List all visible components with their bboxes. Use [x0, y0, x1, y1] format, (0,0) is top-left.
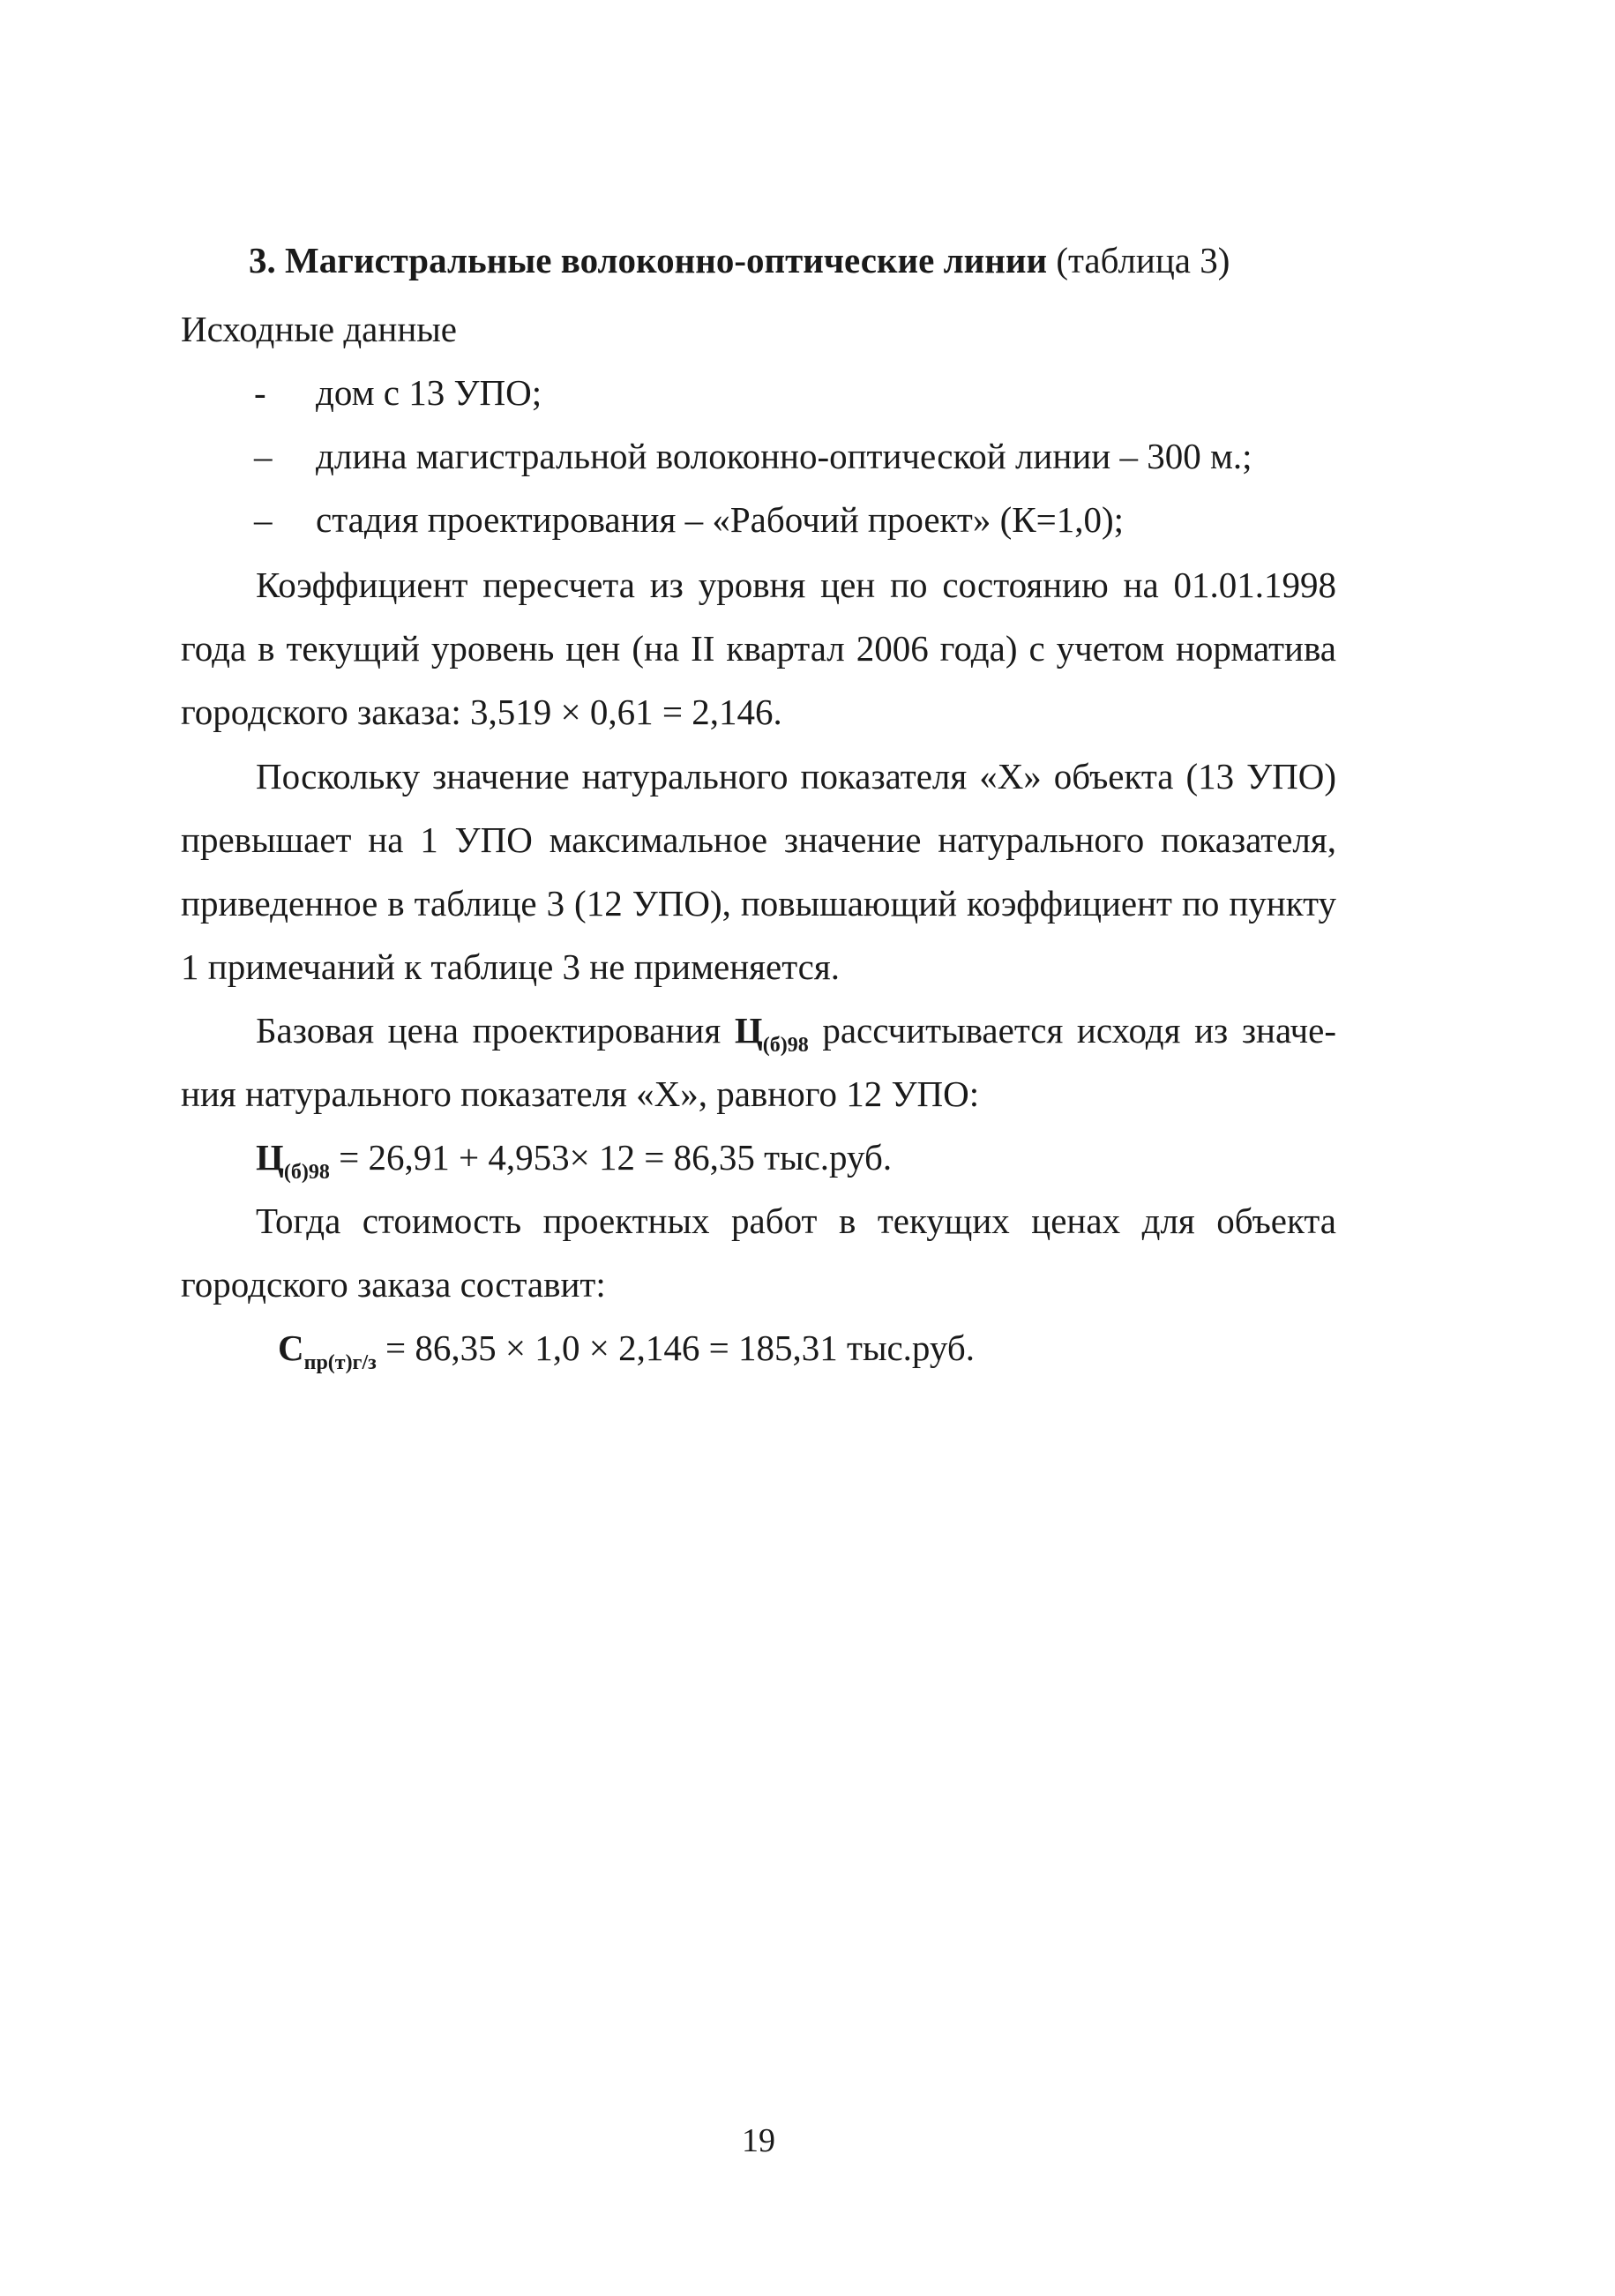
formula-expression: = 86,35 × 1,0 × 2,146 = 185,31 тыс.руб.: [376, 1327, 975, 1368]
para2-line-4: 1 примечаний к таблице 3 не применяется.: [181, 946, 840, 987]
para3-text-a: Базовая цена проектирования: [256, 1010, 722, 1051]
para3-line-1: [256, 1008, 1336, 1067]
section-heading: [249, 238, 1404, 282]
para1-line-1: Коэффициент пересчета из уровня цен по состоянию на 01.01.1998: [256, 565, 1336, 605]
formula-subscript: (б)98: [283, 1161, 330, 1184]
section-title: Магистральные волоконно-оптические линии: [285, 240, 1048, 280]
para2-line-1: Поскольку значение натурального показателя «Х» объекта (13 УПО): [256, 756, 1336, 796]
initial-data-label: Исходные данные: [181, 309, 458, 349]
formula-subscript: пр(т)г/з: [303, 1351, 377, 1374]
bullet-dash: –: [254, 436, 273, 476]
bullet-item-2: [254, 434, 1409, 478]
formula-symbol: С: [278, 1327, 304, 1368]
section-number: 3.: [249, 240, 276, 280]
para1-line-2: года в текущий уровень цен (на II квартал 2006 года) с учетом норматива: [181, 628, 1336, 669]
para4-line-1: Тогда стоимость проектных работ в текущих ценах для объекта: [256, 1200, 1336, 1241]
bullet-dash: –: [254, 499, 273, 540]
para4-line-2: городского заказа составит:: [181, 1264, 606, 1305]
bullet-text: длина магистральной волоконно-оптической линии – 300 м.;: [316, 436, 1252, 476]
para3-text-b: рассчитывается исходя из значе-: [822, 1010, 1336, 1051]
para2-line-3: приведенное в таблице 3 (12 УПО), повышающий коэффициент по пункту: [181, 883, 1336, 924]
formula-expression: = 26,91 + 4,953× 12 = 86,35 тыс.руб.: [329, 1137, 893, 1178]
formula-total-cost: [278, 1326, 1433, 1385]
base-price-symbol: $Ц_{(б)98}$: [734, 1010, 809, 1057]
bullet-text: стадия проектирования – «Рабочий проект» (К=1,0);: [316, 499, 1125, 540]
bullet-item-3: [254, 497, 1409, 542]
formula-symbol: Ц: [256, 1137, 284, 1178]
section-table-ref: (таблица 3): [1056, 240, 1230, 280]
page-number: 19: [742, 2122, 775, 2159]
para3-line-2: ния натурального показателя «Х», равного 12 УПО:: [181, 1073, 980, 1114]
para2-line-2: превышает на 1 УПО максимальное значение натурального показателя,: [181, 819, 1336, 860]
bullet-dash: -: [254, 372, 266, 413]
bullet-item-1: [254, 370, 1409, 415]
para1-line-3: городского заказа: 3,519 × 0,61 = 2,146.: [181, 692, 782, 732]
formula-base-price: [256, 1135, 1411, 1194]
bullet-text: дом с 13 УПО;: [316, 372, 542, 413]
